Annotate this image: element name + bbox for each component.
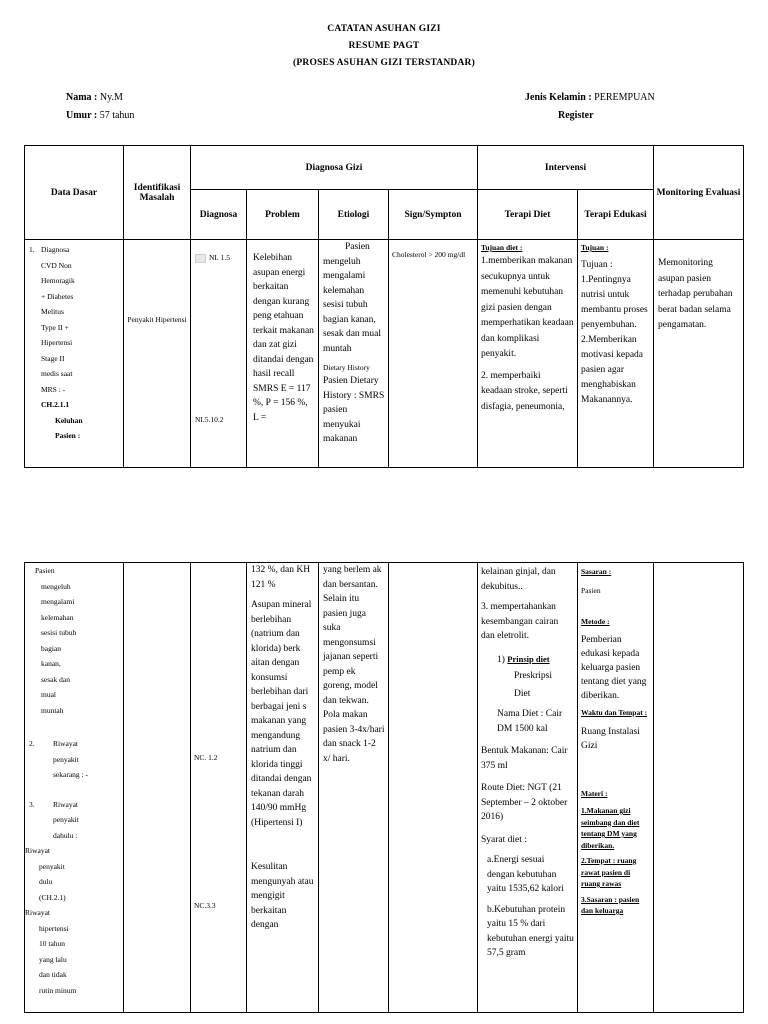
text-line: Pasien (35, 566, 55, 575)
col-terapi-edukasi: Terapi Edukasi (578, 190, 654, 240)
text-line: rutin minum (39, 985, 77, 995)
text-line: mengalami (41, 597, 75, 606)
doc-title: CATATAN ASUHAN GIZI (327, 24, 441, 34)
cell-monitoring (654, 563, 744, 1013)
text-line: CVD Non (41, 260, 72, 270)
col-data-dasar: Data Dasar (25, 146, 124, 240)
text-line: bagian (41, 643, 61, 653)
cell-terapi-edukasi: Sasaran : Pasien Metode : Pemberian edukasi kepada keluarga pasien tentang diet yang diberikan. Waktu dan Tempat : Ruang Instalasi Gizi Materi : 1.Makanan gizi seimbang dan diet tentang DM yang diberikan. 2.Tempat : ruang rawat pasien di ruang rawas 3.Sasaran : pasien dan keluarga (578, 563, 654, 1013)
cell-monitoring: Memonitoring asupan pasien terhadap perubahan berat badan selama pengamatan. (654, 240, 744, 468)
text-line: penyakit (53, 815, 79, 824)
cell-sign (389, 563, 478, 1013)
col-sign: Sign/Sympton (389, 190, 478, 240)
pagt-table-1 (24, 145, 744, 468)
text-line: penyakit (39, 861, 65, 871)
cell-problem: 132 %, dan KH 121 % Asupan mineral berlebihan (natrium dan klorida) berk aitan dengan konsumsi berlebihan dari berbagai jeni s makanan yang mengandung natrium dan klorida tinggi ditandai dengan tekanan darah 140/90 mmHg (Hipertensi I) Kesulitan mengunyah atau mengigit berkaitan dengan (247, 563, 319, 1013)
text-line: yang lalu (39, 954, 67, 964)
text-line: (CH.2.1) (39, 892, 66, 902)
patient-gender: Jenis Kelamin : PEREMPUAN (525, 92, 655, 103)
text-line: Hipertensi (41, 338, 73, 347)
text-line: sesak dan (41, 674, 70, 684)
cell-etiologi: Pasien mengeluh mengalami kelemahan sesisi tubuh bagian kanan, sesak dan mual muntah Dietary History Pasien Dietary History : SMRS pasien menyukai makanan (319, 240, 389, 468)
text-line: dulu (39, 877, 53, 886)
cell-identifikasi (124, 563, 191, 1013)
text-line: 2. Riwayat (29, 739, 78, 748)
text-line: Hemoragik (41, 276, 75, 285)
text-line: hipertensi (39, 923, 69, 933)
col-terapi-diet: Terapi Diet (478, 190, 578, 240)
col-etiologi: Etiologi (319, 190, 389, 240)
cell-sign: Cholesterol > 200 mg/dl (389, 240, 478, 468)
cell-data-dasar: 1. Diagnosa CVD Non Hemoragik + Diabetes Melitus Type II + Hipertensi Stage II medis saat MRS : - CH.2.1.1 Keluhan Pasien : (25, 240, 124, 468)
text-line: kanan, (41, 659, 61, 668)
text-line: dan tidak (39, 970, 67, 979)
patient-age: Umur : 57 tahun (66, 110, 135, 121)
cell-terapi-diet: Tujuan diet : 1.memberikan makanan secukupnya untuk memenuhi kebutuhan gizi pasien dengan memperhatikan keadaan dan komplikasi penyakit. 2. memperbaiki keadaan stroke, seperti disfagia, peneumonia, (478, 240, 578, 468)
table-row (25, 563, 744, 1013)
cell-diagnosa: NC. 1.2 NC.3.3 (191, 563, 247, 1013)
doc-subtitle: RESUME PAGT (348, 41, 420, 51)
cell-problem: Kelebihan asupan energi berkaitan dengan kurang peng etahuan terkait makanan dan zat gizi ditandai dengan hasil recall SMRS E = 117 %, P = 156 %, L = (247, 240, 319, 468)
cell-terapi-edukasi: Tujuan : Tujuan : 1.Pentingnya nutrisi untuk membantu proses penyembuhan. 2.Memberikan motivasi kepada pasien agar menghabiskan Makanannya. (578, 240, 654, 468)
text-line: Stage II (41, 353, 65, 363)
checkbox-icon (195, 254, 206, 263)
cell-etiologi: yang berlem ak dan bersantan. Selain itu pasien juga suka mengonsumsi jajanan seperti pemp ek goreng, model dan tekwan. Pola makan pasien 3-4x/hari dan snack 1-2 x/ hari. (319, 563, 389, 1013)
text-line: + Diabetes (41, 291, 74, 301)
text-line: sekarang : - (53, 770, 88, 779)
text-line: Type II + (41, 322, 69, 332)
text-line: sesisi tubuh (41, 628, 77, 637)
text-line: kelemahan (41, 612, 74, 622)
text-line: Melitus (41, 307, 64, 316)
text-line: 3. Riwayat (29, 799, 78, 809)
text-line: muntah (41, 705, 64, 715)
cell-diagnosa: NI. 1.5 NI.5.10.2 (191, 240, 247, 468)
text-line: mengeluh (41, 581, 71, 591)
patient-name: Nama : Ny.M (66, 92, 123, 103)
col-problem: Problem (247, 190, 319, 240)
text-line: MRS : - (41, 384, 66, 394)
text-line: Riwayat (25, 908, 50, 917)
col-diagnosa-gizi: Diagnosa Gizi (191, 146, 478, 190)
cell-data-dasar (25, 563, 124, 1013)
text-line: 1. Diagnosa (29, 245, 70, 254)
register-label: Register (558, 110, 594, 121)
text-line: medis saat (41, 369, 73, 378)
col-identifikasi: Identifikasi Masalah (124, 146, 191, 240)
cell-terapi-diet: kelainan ginjal, dan dekubitus.. 3. mempertahankan kesembangan cairan dan eletrolit. 1) Prinsip diet Preskripsi Diet Nama Diet : Cair DM 1500 kal Bentuk Makanan: Cair 375 ml Route Diet: NGT (21 September – 2 oktober 2016) Syarat diet : a.Energi sesuai dengan kebutuhan yaitu 1535,62 kalori b.Kebutuhan protein yaitu 15 % dari kebutuhan energi yaitu 57,5 gram (478, 563, 578, 1013)
text-line: mual (41, 690, 56, 699)
text-line: Riwayat (25, 846, 50, 855)
text-line: penyakit (53, 754, 79, 764)
table-row (25, 240, 744, 468)
text-line: dahulu : (53, 830, 78, 840)
cell-identifikasi: Penyakit Hipertensi (124, 240, 191, 468)
pagt-table-2 (24, 562, 744, 1013)
doc-subtitle-2: (PROSES ASUHAN GIZI TERSTANDAR) (293, 58, 475, 68)
text-line: 10 tahun (39, 939, 66, 948)
col-diagnosa: Diagnosa (191, 190, 247, 240)
col-intervensi: Intervensi (478, 146, 654, 190)
col-monitoring: Monitoring Evaluasi (654, 146, 744, 240)
